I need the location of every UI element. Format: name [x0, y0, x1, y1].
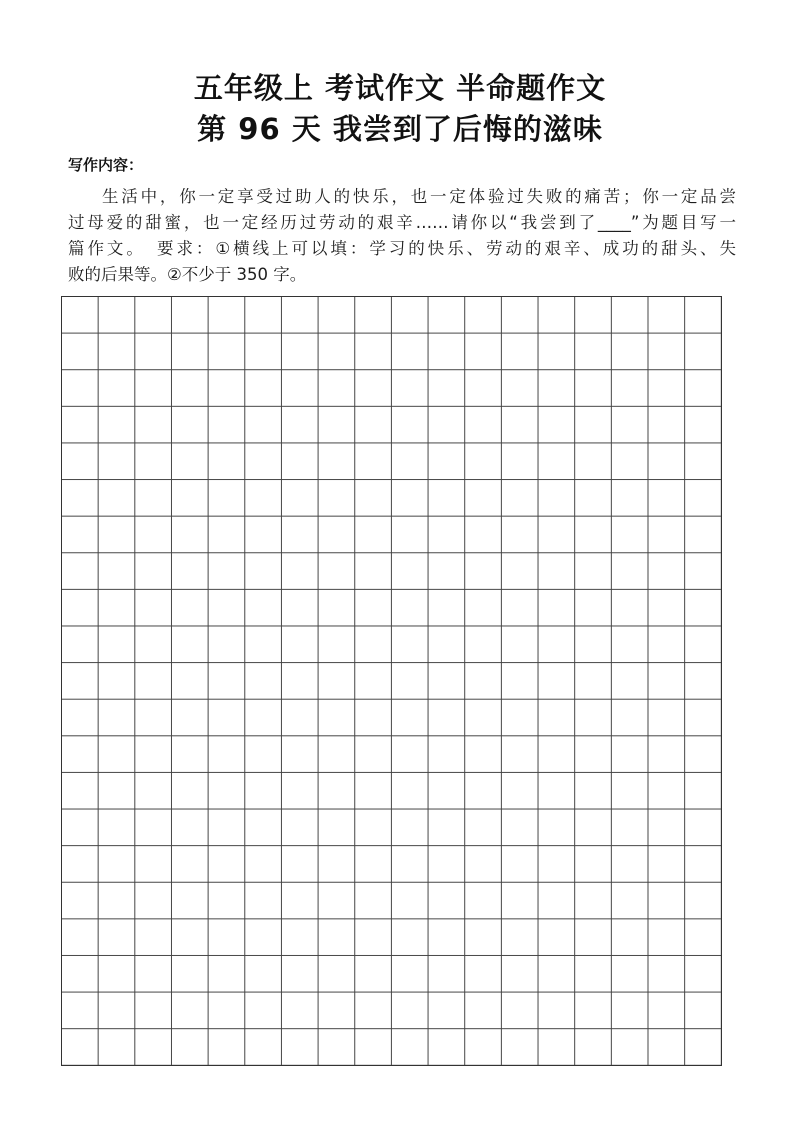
prompt-line: 败的后果等。②不少于 350 字。 — [68, 265, 307, 284]
section-label: 写作内容： — [68, 156, 144, 174]
prompt-text — [68, 184, 736, 288]
prompt-line: 生活中，你一定享受过助人的快乐，也一定体验过失败的痛苦；你一定品尝 — [102, 187, 736, 206]
prompt-line: 过母爱的甜蜜，也一定经历过劳动的艰辛……请你以“我尝到了____”为题目写一 — [68, 213, 736, 232]
writing-grid[interactable] — [61, 296, 722, 1066]
page-subtitle: 第 96 天 我尝到了后悔的滋味 — [197, 112, 603, 146]
page-title: 五年级上 考试作文 半命题作文 — [193, 71, 607, 105]
prompt-line: 篇作文。 要求：①横线上可以填：学习的快乐、劳动的艰辛、成功的甜头、失 — [68, 239, 736, 258]
